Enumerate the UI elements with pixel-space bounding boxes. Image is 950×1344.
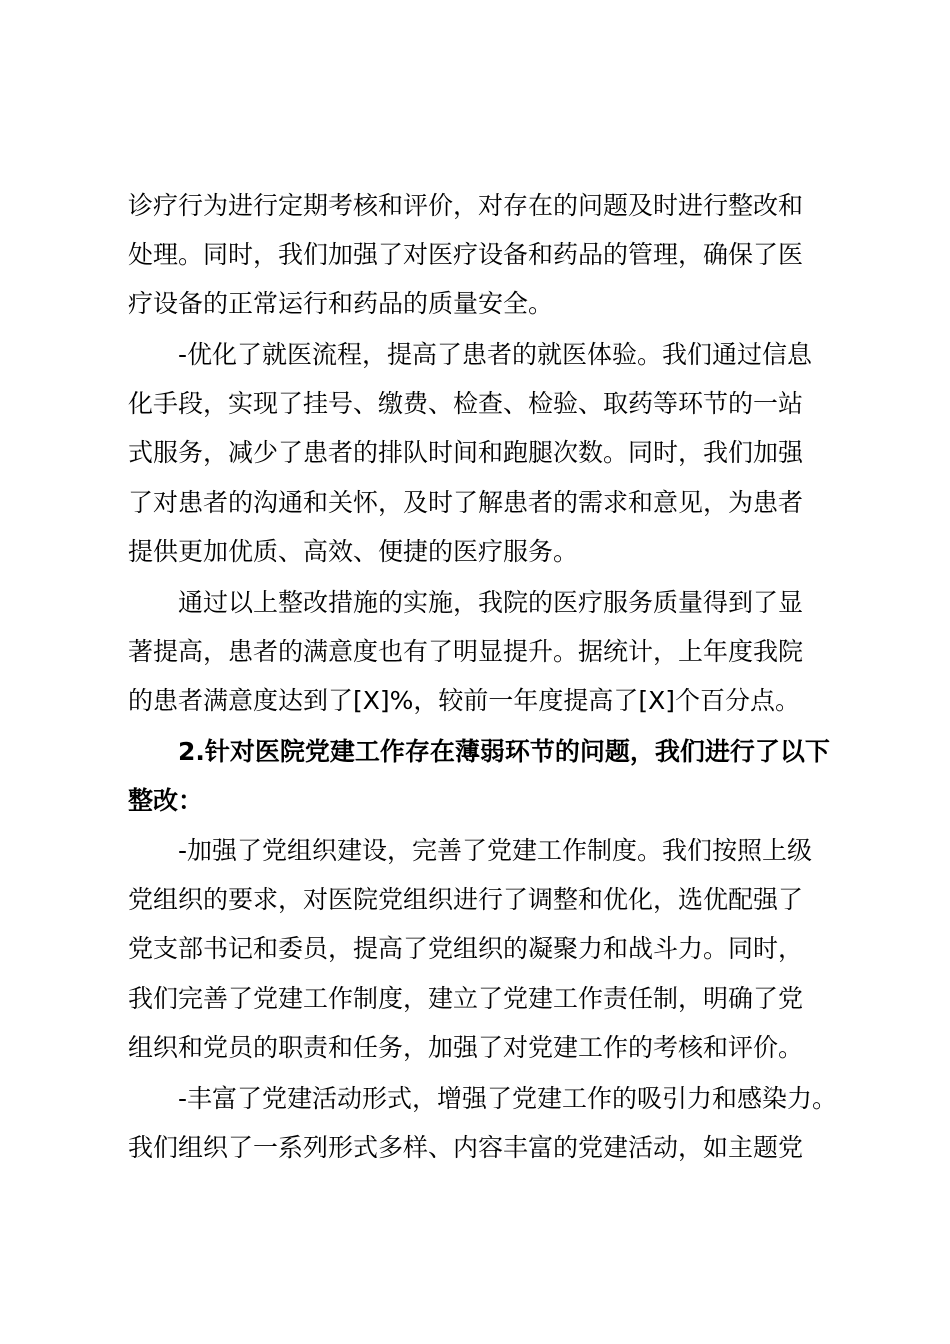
- text-line: -丰富了党建活动形式，增强了党建工作的吸引力和感染力。: [178, 1084, 838, 1113]
- text-line: 通过以上整改措施的实施，我院的医疗服务质量得到了显: [178, 588, 804, 617]
- text-line: 组织和党员的职责和任务，加强了对党建工作的考核和评价。: [128, 1033, 804, 1062]
- text-line: 疗设备的正常运行和药品的质量安全。: [128, 289, 554, 318]
- section-heading: 整改：: [128, 786, 204, 815]
- text-line: 著提高，患者的满意度也有了明显提升。据统计，上年度我院: [128, 637, 804, 666]
- text-line: 提供更加优质、高效、便捷的医疗服务。: [128, 537, 579, 566]
- text-line: 诊疗行为进行定期考核和评价，对存在的问题及时进行整改和: [128, 191, 804, 220]
- text-line: 化手段，实现了挂号、缴费、检查、检验、取药等环节的一站: [128, 389, 804, 418]
- text-line: 的患者满意度达到了[X]%，较前一年度提高了[X]个百分点。: [128, 686, 801, 715]
- text-line: 我们完善了党建工作制度，建立了党建工作责任制，明确了党: [128, 984, 804, 1013]
- text-line: 党支部书记和委员，提高了党组织的凝聚力和战斗力。同时，: [128, 934, 804, 963]
- section-heading: 2.针对医院党建工作存在薄弱环节的问题，我们进行了以下: [178, 737, 830, 766]
- text-line: 党组织的要求，对医院党组织进行了调整和优化，选优配强了: [128, 885, 804, 914]
- text-line: 了对患者的沟通和关怀，及时了解患者的需求和意见，为患者: [128, 488, 804, 517]
- text-line: 我们组织了一系列形式多样、内容丰富的党建活动，如主题党: [128, 1133, 804, 1162]
- text-line: -加强了党组织建设，完善了党建工作制度。我们按照上级: [178, 836, 813, 865]
- text-line: 处理。同时，我们加强了对医疗设备和药品的管理，确保了医: [128, 240, 804, 269]
- text-line: -优化了就医流程，提高了患者的就医体验。我们通过信息: [178, 340, 813, 369]
- text-line: 式服务，减少了患者的排队时间和跑腿次数。同时，我们加强: [128, 438, 804, 467]
